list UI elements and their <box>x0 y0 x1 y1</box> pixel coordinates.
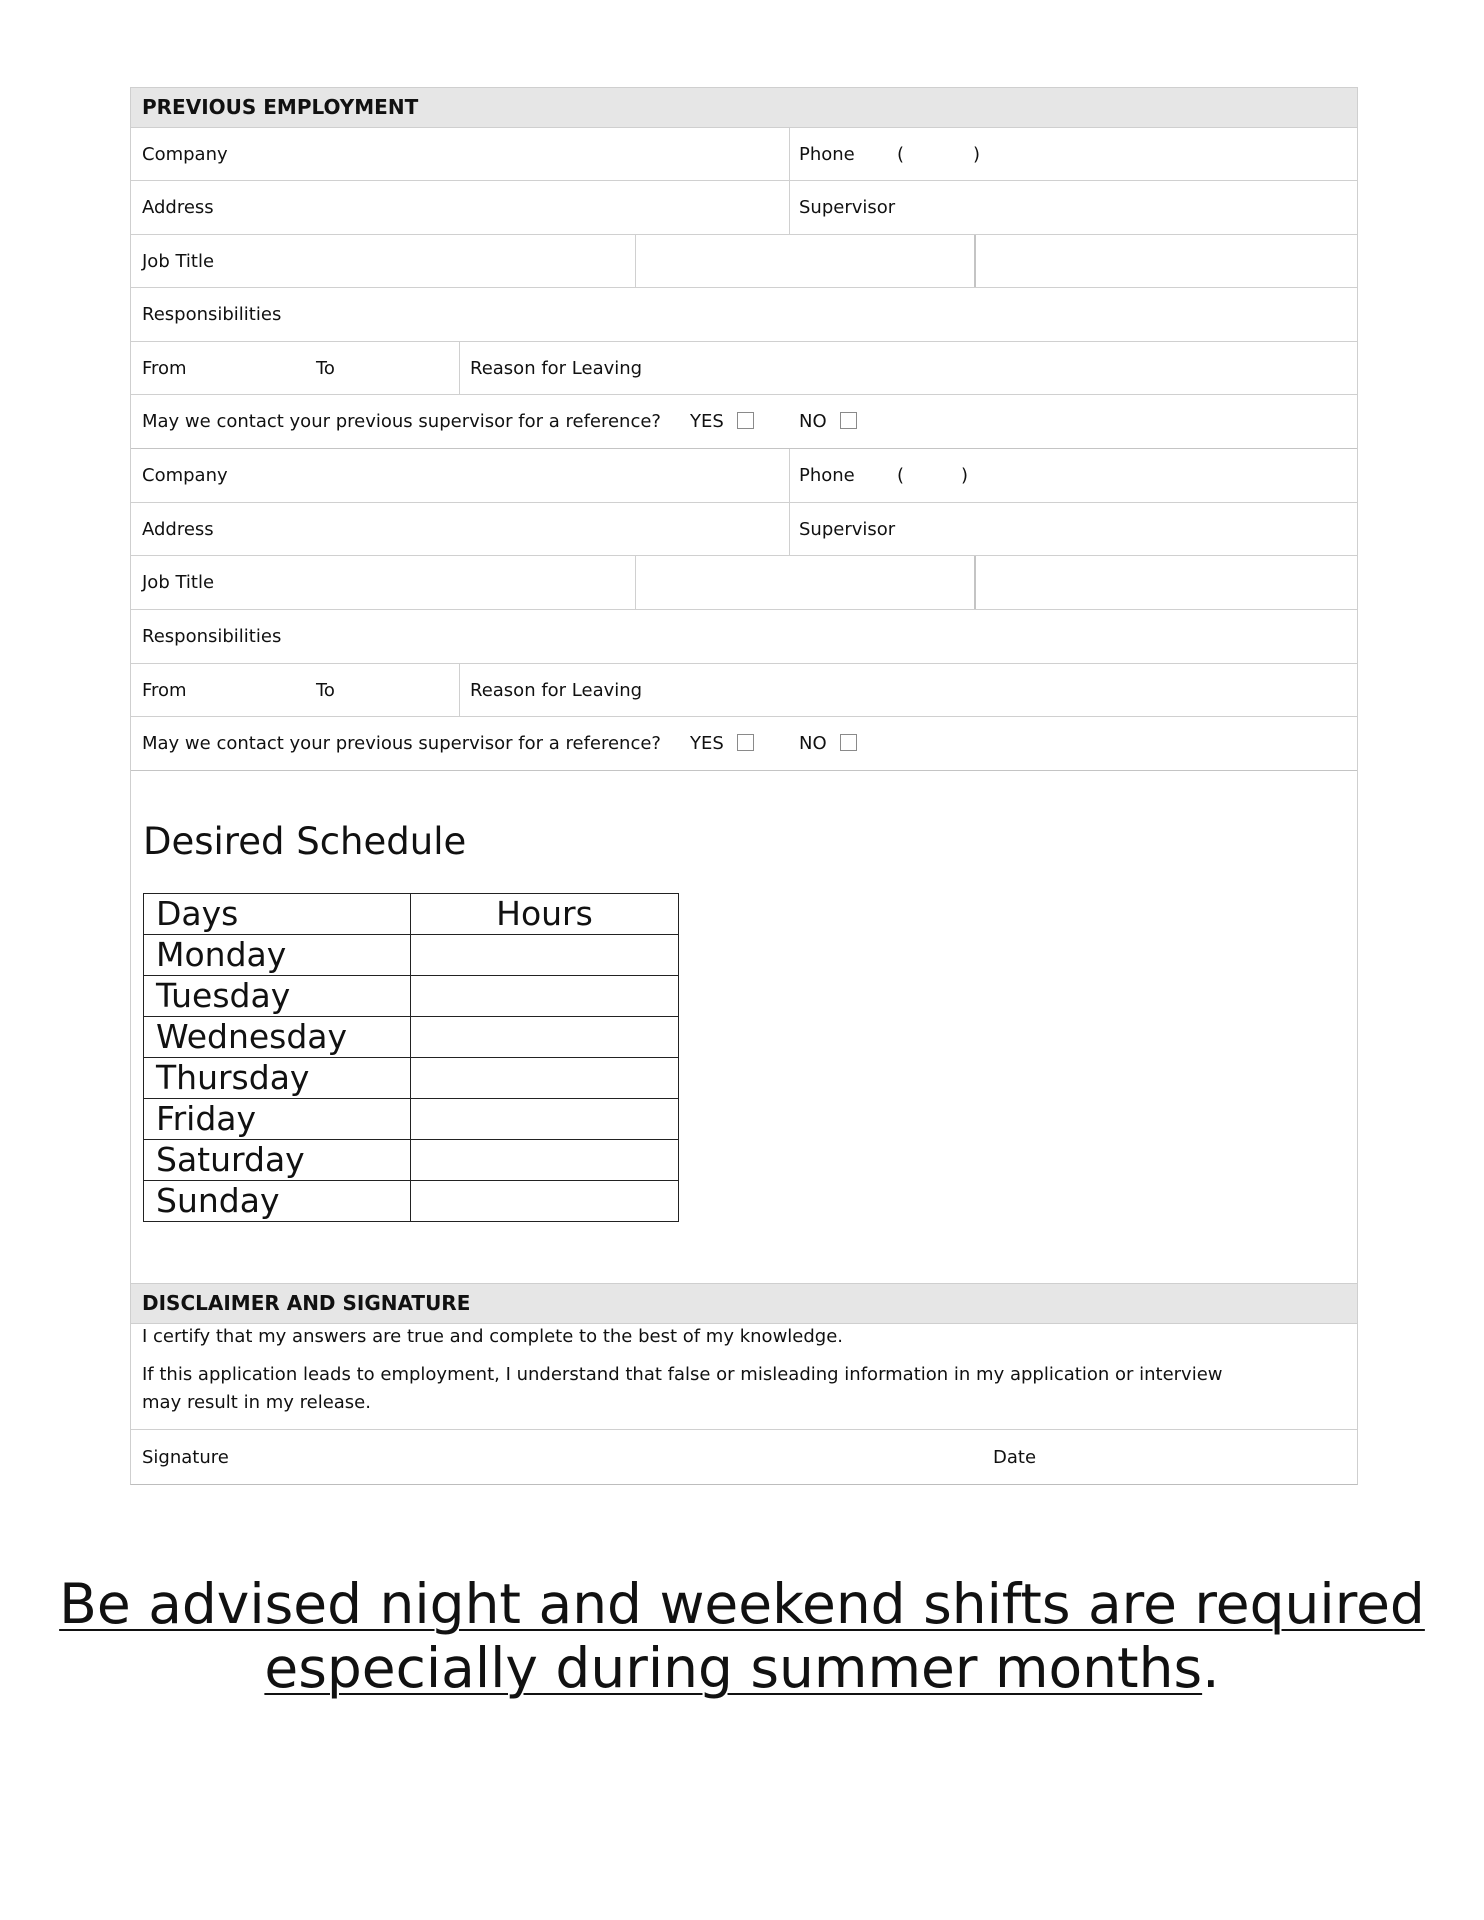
supervisor-label: Supervisor <box>799 197 896 218</box>
phone-paren-close: ) <box>961 465 969 486</box>
dates-row-2 <box>131 664 1357 717</box>
hours-cell[interactable] <box>410 935 678 976</box>
to-label: To <box>316 358 335 379</box>
signature-row <box>131 1429 1357 1485</box>
schedule-title: Desired Schedule <box>143 820 467 863</box>
yes-label: YES <box>690 411 724 432</box>
job-title-row-1 <box>131 235 1357 288</box>
day-cell: Sunday <box>144 1181 411 1222</box>
job-title-label: Job Title <box>142 572 215 593</box>
company-row-2 <box>131 449 1357 503</box>
company-label: Company <box>142 144 228 165</box>
release-text-line2: may result in my release. <box>142 1392 371 1413</box>
contact-row-1 <box>131 395 1357 449</box>
days-header: Days <box>144 894 411 935</box>
job-title-label: Job Title <box>142 251 215 272</box>
notice-line-1: Be advised night and weekend shifts are required <box>59 1572 1425 1636</box>
yes-label: YES <box>690 733 724 754</box>
phone-paren-open: ( <box>897 144 905 165</box>
hours-cell[interactable] <box>410 1058 678 1099</box>
company-label: Company <box>142 465 228 486</box>
day-cell: Thursday <box>144 1058 411 1099</box>
shift-notice <box>0 1572 1484 1700</box>
day-cell: Wednesday <box>144 1017 411 1058</box>
schedule-row <box>144 1140 679 1181</box>
certify-text: I certify that my answers are true and complete to the best of my knowledge. <box>142 1326 844 1347</box>
release-text-line1: If this application leads to employment, I understand that false or misleading information in my application or interview <box>142 1364 1223 1385</box>
no-checkbox[interactable] <box>840 412 857 429</box>
day-cell: Monday <box>144 935 411 976</box>
hours-cell[interactable] <box>410 976 678 1017</box>
address-row-1 <box>131 181 1357 235</box>
day-cell: Friday <box>144 1099 411 1140</box>
hours-cell[interactable] <box>410 1140 678 1181</box>
reason-label: Reason for Leaving <box>470 358 643 379</box>
job-title-row-2 <box>131 556 1357 610</box>
day-cell: Saturday <box>144 1140 411 1181</box>
contact-row-2 <box>131 717 1357 771</box>
schedule-row <box>144 1181 679 1222</box>
dates-row-1 <box>131 342 1357 395</box>
yes-checkbox[interactable] <box>737 412 754 429</box>
day-cell: Tuesday <box>144 976 411 1017</box>
yes-checkbox[interactable] <box>737 734 754 751</box>
application-form <box>130 87 1358 1485</box>
previous-employment-heading: PREVIOUS EMPLOYMENT <box>131 87 1357 128</box>
responsibilities-label: Responsibilities <box>142 304 282 325</box>
schedule-header-row <box>144 894 679 935</box>
schedule-row <box>144 1058 679 1099</box>
phone-label: Phone <box>799 144 855 165</box>
no-label: NO <box>799 411 827 432</box>
supervisor-label: Supervisor <box>799 519 896 540</box>
from-label: From <box>142 358 187 379</box>
hours-cell[interactable] <box>410 1181 678 1222</box>
notice-period: . <box>1202 1636 1220 1700</box>
phone-paren-close: ) <box>973 144 981 165</box>
from-label: From <box>142 680 187 701</box>
responsibilities-row-2 <box>131 610 1357 664</box>
signature-label: Signature <box>142 1447 229 1468</box>
contact-question: May we contact your previous supervisor for a reference? <box>142 411 661 432</box>
no-label: NO <box>799 733 827 754</box>
notice-line-2: especially during summer months <box>264 1636 1203 1700</box>
address-label: Address <box>142 197 214 218</box>
company-row-1 <box>131 128 1357 181</box>
to-label: To <box>316 680 335 701</box>
contact-question: May we contact your previous supervisor for a reference? <box>142 733 661 754</box>
phone-label: Phone <box>799 465 855 486</box>
no-checkbox[interactable] <box>840 734 857 751</box>
schedule-row <box>144 1017 679 1058</box>
responsibilities-label: Responsibilities <box>142 626 282 647</box>
schedule-row <box>144 935 679 976</box>
schedule-row <box>144 1099 679 1140</box>
schedule-row <box>144 976 679 1017</box>
hours-header: Hours <box>410 894 678 935</box>
reason-label: Reason for Leaving <box>470 680 643 701</box>
disclaimer-heading: DISCLAIMER AND SIGNATURE <box>131 1283 1357 1324</box>
schedule-table <box>143 893 679 1222</box>
hours-cell[interactable] <box>410 1099 678 1140</box>
address-label: Address <box>142 519 214 540</box>
phone-paren-open: ( <box>897 465 905 486</box>
date-label: Date <box>993 1447 1037 1468</box>
address-row-2 <box>131 503 1357 556</box>
hours-cell[interactable] <box>410 1017 678 1058</box>
responsibilities-row-1 <box>131 288 1357 342</box>
